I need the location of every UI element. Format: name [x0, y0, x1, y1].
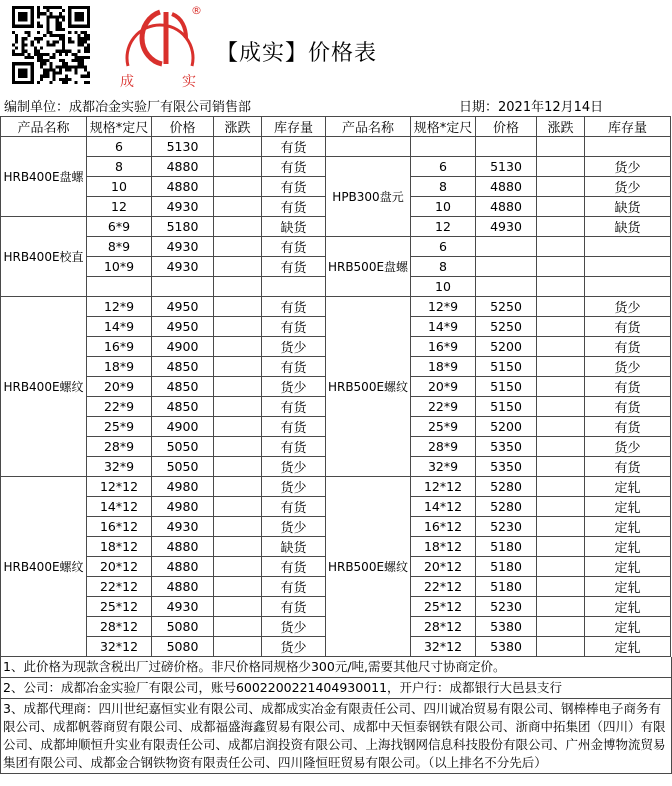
spec-cell: 8: [411, 177, 476, 197]
spec-cell: 16*12: [87, 517, 152, 537]
change-cell: [537, 597, 585, 617]
price-cell: 4900: [152, 337, 214, 357]
change-cell: [537, 397, 585, 417]
stock-cell: 有货: [262, 437, 326, 457]
stock-cell: 定轧: [585, 577, 671, 597]
product-name: HRB500E盘螺: [326, 237, 411, 297]
price-cell: 5250: [476, 297, 537, 317]
table-row: [1, 137, 671, 157]
editor-unit: 编制单位：成都冶金实验厂有限公司销售部: [4, 100, 252, 115]
spec-cell: 32*9: [411, 457, 476, 477]
change-cell: [214, 197, 262, 217]
change-cell: [537, 237, 585, 257]
change-cell: [537, 417, 585, 437]
spec-cell: 22*12: [87, 577, 152, 597]
spec-cell: 18*9: [87, 357, 152, 377]
spec-cell: 10: [87, 177, 152, 197]
qr-code: [12, 6, 90, 84]
spec-cell: 32*12: [87, 637, 152, 657]
stock-cell: 定轧: [585, 517, 671, 537]
stock-cell: 货少: [262, 517, 326, 537]
col-header: 规格*定尺: [411, 117, 476, 137]
change-cell: [214, 317, 262, 337]
spec-cell: 28*9: [87, 437, 152, 457]
price-cell: 4850: [152, 397, 214, 417]
spec-cell: 18*12: [87, 537, 152, 557]
col-header: 价格: [476, 117, 537, 137]
spec-cell: 8: [87, 157, 152, 177]
stock-cell: 货少: [585, 357, 671, 377]
spec-cell: 12*12: [411, 477, 476, 497]
stock-cell: 有货: [585, 377, 671, 397]
product-name: HRB400E螺纹: [1, 297, 87, 477]
spec-cell: 25*9: [87, 417, 152, 437]
stock-cell: [585, 277, 671, 297]
change-cell: [537, 157, 585, 177]
change-cell: [537, 257, 585, 277]
price-cell: 5130: [476, 157, 537, 177]
change-cell: [537, 557, 585, 577]
change-cell: [214, 417, 262, 437]
spec-cell: 16*12: [411, 517, 476, 537]
spec-cell: 14*12: [411, 497, 476, 517]
price-cell: 5380: [476, 637, 537, 657]
spec-cell: 28*12: [87, 617, 152, 637]
change-cell: [214, 357, 262, 377]
change-cell: [214, 297, 262, 317]
price-cell: 5380: [476, 617, 537, 637]
change-cell: [537, 297, 585, 317]
spec-cell: 6: [411, 157, 476, 177]
stock-cell: 有货: [262, 157, 326, 177]
price-cell: 5180: [476, 557, 537, 577]
product-name: HRB400E螺纹: [1, 477, 87, 657]
price-cell: 4930: [152, 237, 214, 257]
change-cell: [537, 477, 585, 497]
change-cell: [214, 617, 262, 637]
change-cell: [214, 397, 262, 417]
spec-cell: 14*9: [411, 317, 476, 337]
stock-cell: 有货: [262, 417, 326, 437]
change-cell: [537, 337, 585, 357]
price-cell: 4950: [152, 297, 214, 317]
note-price-terms: 1、此价格为现款含税出厂过磅价格。非尺价格同规格少300元/吨,需要其他尺寸协商定价。: [1, 657, 671, 678]
stock-cell: 缺货: [262, 537, 326, 557]
price-cell: 4900: [152, 417, 214, 437]
spec-cell: 25*12: [411, 597, 476, 617]
price-cell: 4980: [152, 477, 214, 497]
price-cell: 5050: [152, 457, 214, 477]
spec-cell: 12*9: [87, 297, 152, 317]
change-cell: [214, 457, 262, 477]
stock-cell: 定轧: [585, 557, 671, 577]
price-table: [0, 116, 671, 657]
change-cell: [214, 337, 262, 357]
price-cell: 5150: [476, 397, 537, 417]
price-cell: 5180: [476, 537, 537, 557]
price-cell: 5150: [476, 357, 537, 377]
stock-cell: 货少: [262, 477, 326, 497]
spec-cell: 22*9: [87, 397, 152, 417]
spec-cell: 20*9: [87, 377, 152, 397]
table-row: [1, 477, 671, 497]
change-cell: [537, 577, 585, 597]
change-cell: [537, 437, 585, 457]
change-cell: [214, 557, 262, 577]
logo-char-right: 实: [182, 74, 196, 90]
spec-cell: 20*9: [411, 377, 476, 397]
price-cell: [476, 257, 537, 277]
stock-cell: 缺货: [585, 217, 671, 237]
price-cell: 4880: [152, 577, 214, 597]
stock-cell: 有货: [262, 197, 326, 217]
stock-cell: 缺货: [262, 217, 326, 237]
stock-cell: 有货: [585, 397, 671, 417]
spec-cell: 10: [411, 277, 476, 297]
stock-cell: 定轧: [585, 637, 671, 657]
page-title: 【成实】价格表: [216, 41, 378, 66]
price-cell: 4950: [152, 317, 214, 337]
stock-cell: 有货: [262, 137, 326, 157]
product-name: HRB500E螺纹: [326, 477, 411, 657]
change-cell: [537, 537, 585, 557]
spec-cell: [87, 277, 152, 297]
stock-cell: [585, 257, 671, 277]
product-name: HPB300盘元: [326, 157, 411, 237]
spec-cell: 28*12: [411, 617, 476, 637]
product-name: HRB400E盘螺: [1, 137, 87, 217]
price-cell: 5080: [152, 637, 214, 657]
change-cell: [214, 437, 262, 457]
price-cell: [476, 137, 537, 157]
price-cell: 4880: [152, 177, 214, 197]
change-cell: [214, 377, 262, 397]
stock-cell: 定轧: [585, 477, 671, 497]
table-row: [1, 237, 671, 257]
spec-cell: 25*12: [87, 597, 152, 617]
spec-cell: 12: [411, 217, 476, 237]
spec-cell: 12*12: [87, 477, 152, 497]
price-cell: 5250: [476, 317, 537, 337]
stock-cell: 货少: [585, 177, 671, 197]
spec-cell: 16*9: [411, 337, 476, 357]
price-cell: 4930: [476, 217, 537, 237]
change-cell: [214, 237, 262, 257]
change-cell: [537, 517, 585, 537]
stock-cell: 有货: [262, 397, 326, 417]
change-cell: [537, 217, 585, 237]
change-cell: [537, 317, 585, 337]
col-header: 涨跌: [214, 117, 262, 137]
company-logo: [116, 2, 208, 92]
change-cell: [537, 457, 585, 477]
price-cell: 4880: [152, 537, 214, 557]
price-cell: 4930: [152, 197, 214, 217]
stock-cell: 货少: [585, 437, 671, 457]
col-header: 产品名称: [326, 117, 411, 137]
col-header: 库存量: [585, 117, 671, 137]
price-cell: 5180: [476, 577, 537, 597]
col-header: 规格*定尺: [87, 117, 152, 137]
change-cell: [537, 377, 585, 397]
registered-mark: ®: [191, 4, 202, 17]
price-cell: 5230: [476, 597, 537, 617]
change-cell: [214, 597, 262, 617]
price-cell: 5080: [152, 617, 214, 637]
table-header-row: [1, 117, 671, 137]
spec-cell: 6: [87, 137, 152, 157]
spec-cell: 28*9: [411, 437, 476, 457]
change-cell: [537, 617, 585, 637]
change-cell: [214, 517, 262, 537]
spec-cell: 14*12: [87, 497, 152, 517]
product-name: HRB400E校直: [1, 217, 87, 297]
stock-cell: 货少: [262, 617, 326, 637]
change-cell: [537, 177, 585, 197]
stock-cell: 有货: [262, 177, 326, 197]
report-date: 日期：2021年12月14日: [459, 100, 604, 115]
spec-cell: 6: [411, 237, 476, 257]
stock-cell: 有货: [585, 317, 671, 337]
spec-cell: 16*9: [87, 337, 152, 357]
stock-cell: 定轧: [585, 537, 671, 557]
stock-cell: 有货: [585, 417, 671, 437]
price-cell: [476, 237, 537, 257]
logo-char-left: 成: [120, 74, 134, 90]
change-cell: [214, 217, 262, 237]
spec-cell: 20*12: [411, 557, 476, 577]
price-cell: 5280: [476, 497, 537, 517]
price-cell: 5200: [476, 337, 537, 357]
price-cell: 4880: [152, 157, 214, 177]
stock-cell: 有货: [262, 557, 326, 577]
price-cell: [476, 277, 537, 297]
stock-cell: 货少: [262, 377, 326, 397]
spec-cell: 10: [411, 197, 476, 217]
stock-cell: 有货: [262, 497, 326, 517]
change-cell: [537, 357, 585, 377]
price-cell: 4850: [152, 357, 214, 377]
spec-cell: 22*9: [411, 397, 476, 417]
stock-cell: [262, 277, 326, 297]
change-cell: [214, 177, 262, 197]
table-row: [1, 297, 671, 317]
spec-cell: 10*9: [87, 257, 152, 277]
spec-cell: 25*9: [411, 417, 476, 437]
stock-cell: 货少: [262, 337, 326, 357]
price-cell: 4880: [152, 557, 214, 577]
price-cell: 4880: [476, 197, 537, 217]
stock-cell: 有货: [585, 457, 671, 477]
price-cell: [152, 277, 214, 297]
spec-cell: 20*12: [87, 557, 152, 577]
stock-cell: 定轧: [585, 617, 671, 637]
spec-cell: 12: [87, 197, 152, 217]
col-header: 涨跌: [537, 117, 585, 137]
stock-cell: 有货: [262, 597, 326, 617]
col-header: 价格: [152, 117, 214, 137]
spec-cell: 8: [411, 257, 476, 277]
change-cell: [214, 497, 262, 517]
price-cell: 4930: [152, 597, 214, 617]
change-cell: [214, 277, 262, 297]
stock-cell: 有货: [262, 257, 326, 277]
stock-cell: 定轧: [585, 497, 671, 517]
price-cell: 4930: [152, 257, 214, 277]
spec-cell: [411, 137, 476, 157]
change-cell: [537, 197, 585, 217]
price-cell: 5280: [476, 477, 537, 497]
note-agents: 3、成都代理商：四川世纪嘉恒实业有限公司、成都成实冶金有限责任公司、四川诚冶贸易有限公司、钢棒棒电子商务有限公司、成都帆蓉商贸有限公司、成都福盛海鑫贸易有限公司、成都中天恒泰钢铁有限公司、浙商中拓集团（四川）有限公司、成都坤顺恒升实业有限责任公司、成都启润投资有限公司、上海找钢网信息科技股份有限公司、广州金博物流贸易集团有限公司、成都金合钢铁物资有限责任公司、四川隆恒旺贸易有限公司。（以上排名不分先后）: [1, 699, 671, 774]
price-cell: 5150: [476, 377, 537, 397]
col-header: 库存量: [262, 117, 326, 137]
change-cell: [214, 157, 262, 177]
spec-cell: 32*12: [411, 637, 476, 657]
spec-cell: 8*9: [87, 237, 152, 257]
price-cell: 4980: [152, 497, 214, 517]
note-bank-account: 2、公司：成都冶金实验厂有限公司，账号6002200221404930011，开户行：成都银行大邑县支行: [1, 678, 671, 699]
table-row: [1, 157, 671, 177]
stock-cell: 定轧: [585, 597, 671, 617]
stock-cell: 有货: [262, 357, 326, 377]
change-cell: [537, 637, 585, 657]
spec-cell: 12*9: [411, 297, 476, 317]
change-cell: [214, 257, 262, 277]
stock-cell: [585, 237, 671, 257]
price-cell: 4930: [152, 517, 214, 537]
spec-cell: 22*12: [411, 577, 476, 597]
stock-cell: 有货: [262, 577, 326, 597]
change-cell: [537, 137, 585, 157]
stock-cell: 有货: [585, 337, 671, 357]
spec-cell: 14*9: [87, 317, 152, 337]
price-cell: 5200: [476, 417, 537, 437]
price-cell: 5050: [152, 437, 214, 457]
change-cell: [537, 277, 585, 297]
change-cell: [214, 577, 262, 597]
col-header: 产品名称: [1, 117, 87, 137]
stock-cell: 货少: [585, 297, 671, 317]
spec-cell: 18*12: [411, 537, 476, 557]
change-cell: [214, 537, 262, 557]
price-cell: 4850: [152, 377, 214, 397]
product-name: HRB500E螺纹: [326, 297, 411, 477]
price-cell: 5230: [476, 517, 537, 537]
price-cell: 5180: [152, 217, 214, 237]
stock-cell: 货少: [262, 637, 326, 657]
stock-cell: 有货: [262, 237, 326, 257]
price-cell: 5350: [476, 457, 537, 477]
stock-cell: [585, 137, 671, 157]
stock-cell: 缺货: [585, 197, 671, 217]
notes: [0, 657, 672, 774]
change-cell: [214, 637, 262, 657]
spec-cell: 18*9: [411, 357, 476, 377]
change-cell: [214, 477, 262, 497]
price-cell: 4880: [476, 177, 537, 197]
stock-cell: 有货: [262, 317, 326, 337]
change-cell: [214, 137, 262, 157]
page-header: [0, 0, 672, 95]
product-name: [326, 137, 411, 157]
change-cell: [537, 497, 585, 517]
price-cell: 5130: [152, 137, 214, 157]
stock-cell: 货少: [585, 157, 671, 177]
stock-cell: 货少: [262, 457, 326, 477]
price-cell: 5350: [476, 437, 537, 457]
spec-cell: 32*9: [87, 457, 152, 477]
spec-cell: 6*9: [87, 217, 152, 237]
stock-cell: 有货: [262, 297, 326, 317]
